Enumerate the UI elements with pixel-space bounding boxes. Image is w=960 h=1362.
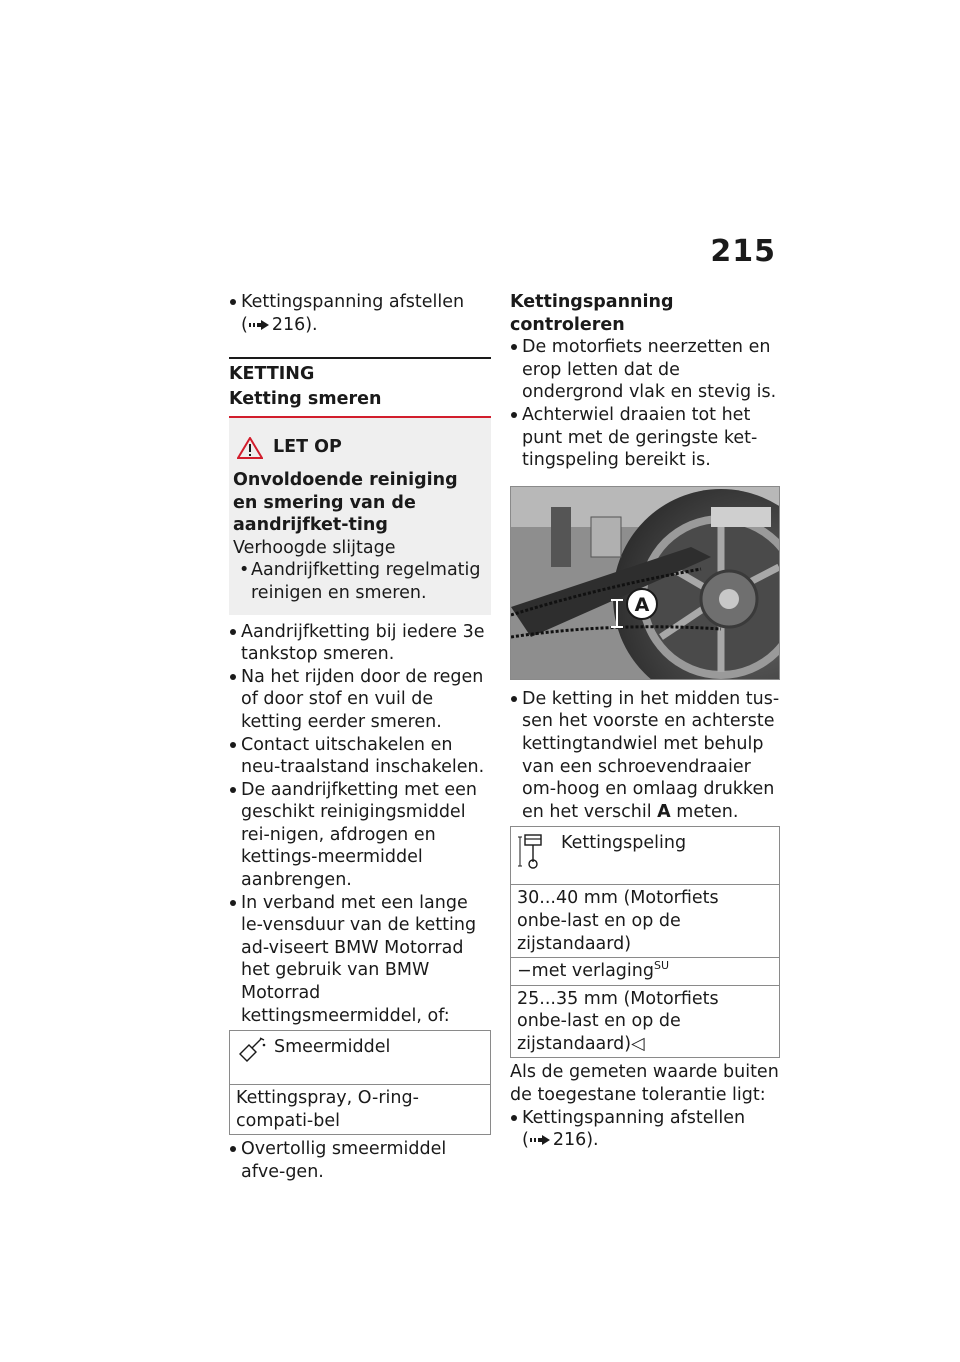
chain-slack-photo	[510, 486, 780, 680]
list-item: Na het rijden door de regen of door stof en vuil de ketting eerder smeren.	[229, 666, 491, 734]
bullet-text: De ketting in het midden tus-sen het voorste en achterste kettingtandwiel met behulp van een schroevendraaier om-hoog en omlaag drukken en het verschil	[522, 688, 780, 822]
spec-value: 25...35 mm (Motorfiets onbe-last en op de zijstandaard)◁	[517, 988, 719, 1054]
bullet-tail: meten.	[676, 801, 739, 822]
warning-box	[229, 416, 491, 614]
spec-header: Kettingspeling	[561, 833, 687, 854]
right-column	[510, 291, 780, 1152]
photo-label: A	[634, 593, 650, 616]
page-reference-arrow-icon	[530, 1135, 550, 1145]
warning-triangle-icon	[237, 437, 263, 459]
list-item: Achterwiel draaien tot het punt met de geringste ket-tingspeling bereikt is.	[510, 404, 780, 472]
page-reference[interactable]: 216).	[552, 1130, 599, 1151]
left-column	[229, 291, 491, 1184]
list-item: Aandrijfketting bij iedere 3e tankstop smeren.	[229, 621, 491, 666]
list-item: Kettingspanning afstellen ( 216).	[229, 291, 491, 336]
subsection-title: Kettingspanning controleren	[510, 292, 674, 335]
body-text: Als de gemeten waarde buiten de toegestane tolerantie ligt:	[510, 1062, 779, 1106]
list-item: In verband met een lange le-vensduur van de ketting ad-viseert BMW Motorrad het gebruik van BMW Motorrad kettingsmeermiddel, of:	[229, 892, 491, 1028]
warning-label: LET OP	[273, 437, 342, 458]
bullet-text: Kettingspanning afstellen	[522, 1107, 746, 1128]
subsection-title: Ketting smeren	[229, 388, 382, 409]
chain-slack-spec-table	[510, 826, 780, 1058]
spec-value: Kettingspray, O-ring-compati-bel	[236, 1088, 419, 1131]
spec-header: Smeermiddel	[274, 1037, 391, 1058]
page-number: 215	[710, 234, 776, 269]
bullet-text: Kettingspanning afstellen	[241, 292, 465, 312]
page-reference-arrow-icon	[249, 320, 269, 330]
list-item: Kettingspanning afstellen ( 216).	[510, 1107, 780, 1152]
spec-value: 30...40 mm (Motorfiets onbe-last en op de zijstandaard)	[511, 885, 779, 958]
page-reference[interactable]: 216).	[271, 314, 318, 335]
spec-condition: −met verlaging$^{SU}$	[511, 958, 779, 986]
warning-consequence: Verhoogde slijtage	[233, 537, 396, 558]
list-item: Overtollig smeermiddel afve-gen.	[229, 1138, 491, 1183]
chain-slack-gauge-icon	[517, 832, 551, 870]
list-item: Contact uitschakelen en neu-traalstand inschakelen.	[229, 734, 491, 779]
oil-can-icon	[236, 1036, 266, 1062]
warning-item: • Aandrijfketting regelmatig reinigen en smeren.	[233, 559, 487, 604]
bold-label: A	[657, 801, 671, 822]
lubricant-spec-table	[229, 1030, 491, 1135]
warning-title: Onvoldoende reiniging en smering van de aandrijfket-ting	[233, 469, 458, 536]
section-title: KETTING	[229, 357, 491, 386]
list-item: De motorfiets neerzetten en erop letten dat de ondergrond vlak en stevig is.	[510, 336, 780, 404]
spec-superscript: SU	[653, 959, 670, 973]
list-item	[510, 688, 780, 824]
list-item: De aandrijfketting met een geschikt reinigingsmiddel rei-nigen, afdrogen en kettings-meermiddel aanbrengen.	[229, 779, 491, 892]
